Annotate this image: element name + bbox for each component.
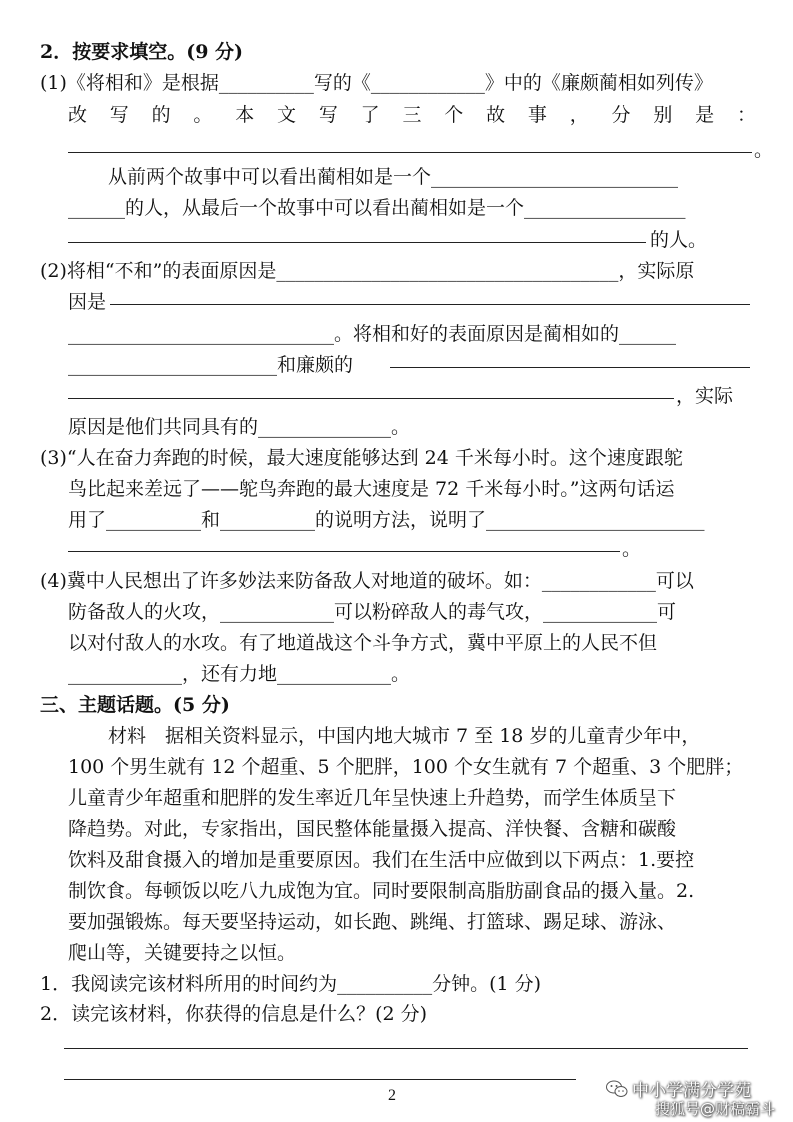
q2-part2-line1: (2)将相“不和”的表面原因是____________________________________，实际原 [40, 260, 695, 282]
material-line2: 100 个男生就有 12 个超重、5 个肥胖，100 个女生就有 7 个超重、3 个肥胖； [68, 756, 744, 778]
sub-question-1: 1．我阅读完该材料所用的时间约为__________分钟。(1 分) [40, 973, 542, 995]
q2-part2-line6: 原因是他们共同具有的______________。 [68, 416, 411, 438]
q2-part1-line5-end: 的人。 [650, 229, 708, 251]
question-2-heading: 2．按要求填空。(9 分) [40, 41, 244, 63]
q2-part2-line3: ____________________________。将相和好的表面原因是蔺相如的______ [68, 323, 677, 345]
q2-part4-line3: 以对付敌人的水攻。有了地道战这个斗争方式，冀中平原上的人民不但 [68, 632, 658, 654]
material-line3: 儿童青少年超重和肥胖的发生率近几年呈快速上升趋势，而学生体质呈下 [68, 787, 677, 809]
answer-blank-line [68, 242, 646, 243]
q2-part1-line3: 从前两个故事中可以看出蔺相如是一个__________________________ [108, 166, 679, 188]
wechat-icon [606, 1080, 628, 1098]
q2-part1-line4: ______的人，从最后一个故事中可以看出蔺相如是一个_________________ [68, 197, 686, 219]
q2-part2-line2: 因是 [68, 291, 107, 313]
q2-part2-line4: ______________________和廉颇的 [68, 354, 354, 376]
q2-part3-line3: 用了__________和__________的说明方法，说明了_______________________ [68, 509, 705, 531]
q2-part4-line4: ____________，还有力地____________。 [68, 663, 411, 685]
answer-blank-line [390, 367, 750, 368]
material-line4: 降趋势。对此，专家指出，国民整体能量摄入提高、洋快餐、含糖和碳酸 [68, 818, 677, 840]
answer-blank-line [64, 1079, 576, 1080]
q2-part4-line1: (4)冀中人民想出了许多妙法来防备敌人对地道的破坏。如：____________可以 [40, 570, 694, 592]
q2-part1-line1: (1)《将相和》是根据__________写的《____________》中的《廉颇蔺相如列传》 [40, 72, 713, 94]
answer-blank-line [68, 551, 620, 552]
material-line7: 要加强锻炼。每天要坚持运动，如长跑、跳绳、打篮球、踢足球、游泳、 [68, 911, 677, 933]
sub-question-2: 2．读完该材料，你获得的信息是什么？(2 分) [40, 1003, 428, 1025]
answer-blank-line [68, 152, 752, 153]
q2-part2-line5-end: ，实际 [676, 385, 734, 407]
period-mark: 。 [622, 538, 642, 560]
answer-blank-line [110, 304, 750, 305]
material-line8: 爬山等，关键要持之以恒。 [68, 942, 297, 964]
watermark-title: 中小学满分学苑 [632, 1081, 751, 1101]
section-3-heading: 三、主题话题。(5 分) [40, 694, 230, 716]
answer-blank-line [64, 1048, 748, 1049]
material-line6: 制饮食。每顿饭以吃八九成饱为宜。同时要限制高脂肪副食品的摄入量。2. [68, 880, 695, 902]
material-line1: 材料 据相关资料显示，中国内地大城市 7 至 18 岁的儿童青少年中， [108, 725, 701, 747]
material-line5: 饮料及甜食摄入的增加是重要原因。我们在生活中应做到以下两点：1.要控 [68, 849, 695, 871]
page-number: 2 [388, 1087, 396, 1104]
period-mark: 。 [754, 139, 774, 161]
q2-part4-line2: 防备敌人的火攻，____________可以粉碎敌人的毒气攻，____________可 [68, 601, 677, 623]
q2-part3-line2: 鸟比起来差远了——鸵鸟奔跑的最大速度是 72 千米每小时。”这两句话运 [68, 478, 675, 500]
q2-part1-line2: 改 写 的 。 本 文 写 了 三 个 故 事 ， 分 别 是 ： [68, 104, 756, 126]
q2-part3-line1: (3)“人在奋力奔跑的时候，最大速度能够达到 24 千米每小时。这个速度跟鸵 [40, 447, 683, 469]
watermark-attribution: 搜狐号@财稿霸斗 [655, 1100, 776, 1118]
answer-blank-line [68, 398, 674, 399]
